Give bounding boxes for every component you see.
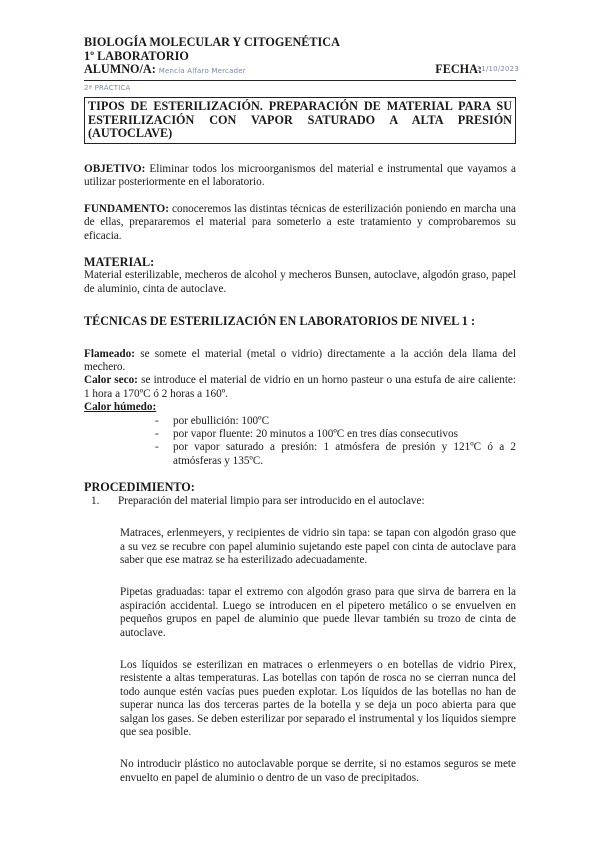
step-number: 1. (91, 494, 100, 507)
flameado-paragraph (84, 348, 516, 375)
objetivo-paragraph (84, 163, 516, 190)
alumno-name: Mencía Alfaro Mercader (158, 67, 246, 76)
list-item: - por ebullición: 100ºC (155, 415, 516, 428)
fundamento-text: conoceremos las distintas técnicas de esterilización poniendo en marcha una de ellas, prepararemos el material para someterlo a este tratamiento y comprobaremos su eficacia. (84, 202, 516, 242)
objetivo-label: OBJETIVO: (84, 162, 146, 175)
flameado-text: se somete el material (metal o vidrio) directamente a la acción dela llama del mechero. (84, 347, 516, 374)
calor-seco-label: Calor seco: (84, 374, 138, 387)
alumno-label: ALUMNO/A: (84, 62, 156, 77)
procedure-paragraph: No introducir plástico no autoclavable porque se derrite, si no estamos seguros se mete envuelto en papel de aluminio o dentro de un vaso de precipitados. (120, 758, 516, 784)
course-title: BIOLOGÍA MOLECULAR Y CITOGENÉTICA (84, 35, 340, 49)
list-item: - por vapor saturado a presión: 1 atmósfera de presión y 121ºC ó a 2 atmósferas y 135ºC. (155, 441, 516, 468)
objetivo-text: Eliminar todos los microorganismos del material e instrumental que vayamos a utilizar posteriormente en el laboratorio. (84, 162, 516, 189)
procedure-paragraph: Matraces, erlenmeyers, y recipientes de vidrio sin tapa: se tapan con algodón graso que a su vez se recubre con papel aluminio sujetando este papel con cinta de autoclave para saber que ese matraz se ha esterilizado adecuadamente. (120, 527, 516, 566)
calor-seco-text: se introduce el material de vidrio en un horno pasteur o una estufa de aire caliente: 1 hora a 170ºC ó 2 horas a 160º. (84, 374, 516, 400)
calor-humedo-list (84, 415, 516, 469)
procedure-paragraph: Los líquidos se esterilizan en matraces o erlenmeyers o en botellas de vidrio Pirex, resistente a altas temperaturas. Las botellas con tapón de rosca no se cierran nunca del todo aunque estén vacías pues pueden explotar. Los líquidos de las botellas no han de superar nunca las dos terceras partes de la botella y se deja un poco abierta para que salgan los gases. Se deben esterilizar por separado el instrumental y los líquidos siempre que sea posible. (120, 658, 516, 738)
procedure-paragraph: Pipetas graduadas: tapar el extremo con algodón graso para que sirva de barrera en la aspiración accidental. Luego se introducen en el pipetero metálico o se envuelven en pequeños grupos en papel de aluminio que puede llevar también su trozo de cinta de autoclave. (120, 586, 516, 639)
fecha-value: 31/10/2023 (476, 65, 519, 74)
procedimiento-heading: PROCEDIMIENTO: (84, 480, 195, 495)
fecha-label: FECHA: (435, 62, 482, 77)
tecnicas-heading: TÉCNICAS DE ESTERILIZACIÓN EN LABORATORIOS DE NIVEL 1 : (84, 314, 475, 329)
practica-note: 2ª PRÁCTICA (84, 83, 131, 92)
lab-number: 1º LABORATORIO (84, 48, 189, 63)
fundamento-paragraph (84, 203, 516, 243)
fundamento-label: FUNDAMENTO: (84, 202, 169, 215)
calor-seco-paragraph (84, 374, 516, 401)
list-item: - por vapor fluente: 20 minutos a 100ºC en tres días consecutivos (155, 428, 516, 441)
step-1 (84, 495, 516, 508)
student-row (84, 62, 519, 79)
material-text: Material esterilizable, mecheros de alcohol y mecheros Bunsen, autoclave, algodón graso, papel de aluminio, cinta de autoclave. (84, 269, 516, 295)
flameado-label: Flameado: (84, 347, 135, 360)
material-heading: MATERIAL: (84, 255, 155, 269)
header-divider (84, 80, 516, 81)
calor-humedo-label: Calor húmedo: (84, 401, 157, 414)
practice-title-box: TIPOS DE ESTERILIZACIÓN. PREPARACIÓN DE MATERIAL PARA SU ESTERILIZACIÓN CON VAPOR SATURADO A ALTA PRESIÓN (AUTOCLAVE) (84, 97, 516, 144)
document-page (84, 35, 519, 785)
step-text: Preparación del material limpio para ser introducido en el autoclave: (118, 494, 425, 507)
